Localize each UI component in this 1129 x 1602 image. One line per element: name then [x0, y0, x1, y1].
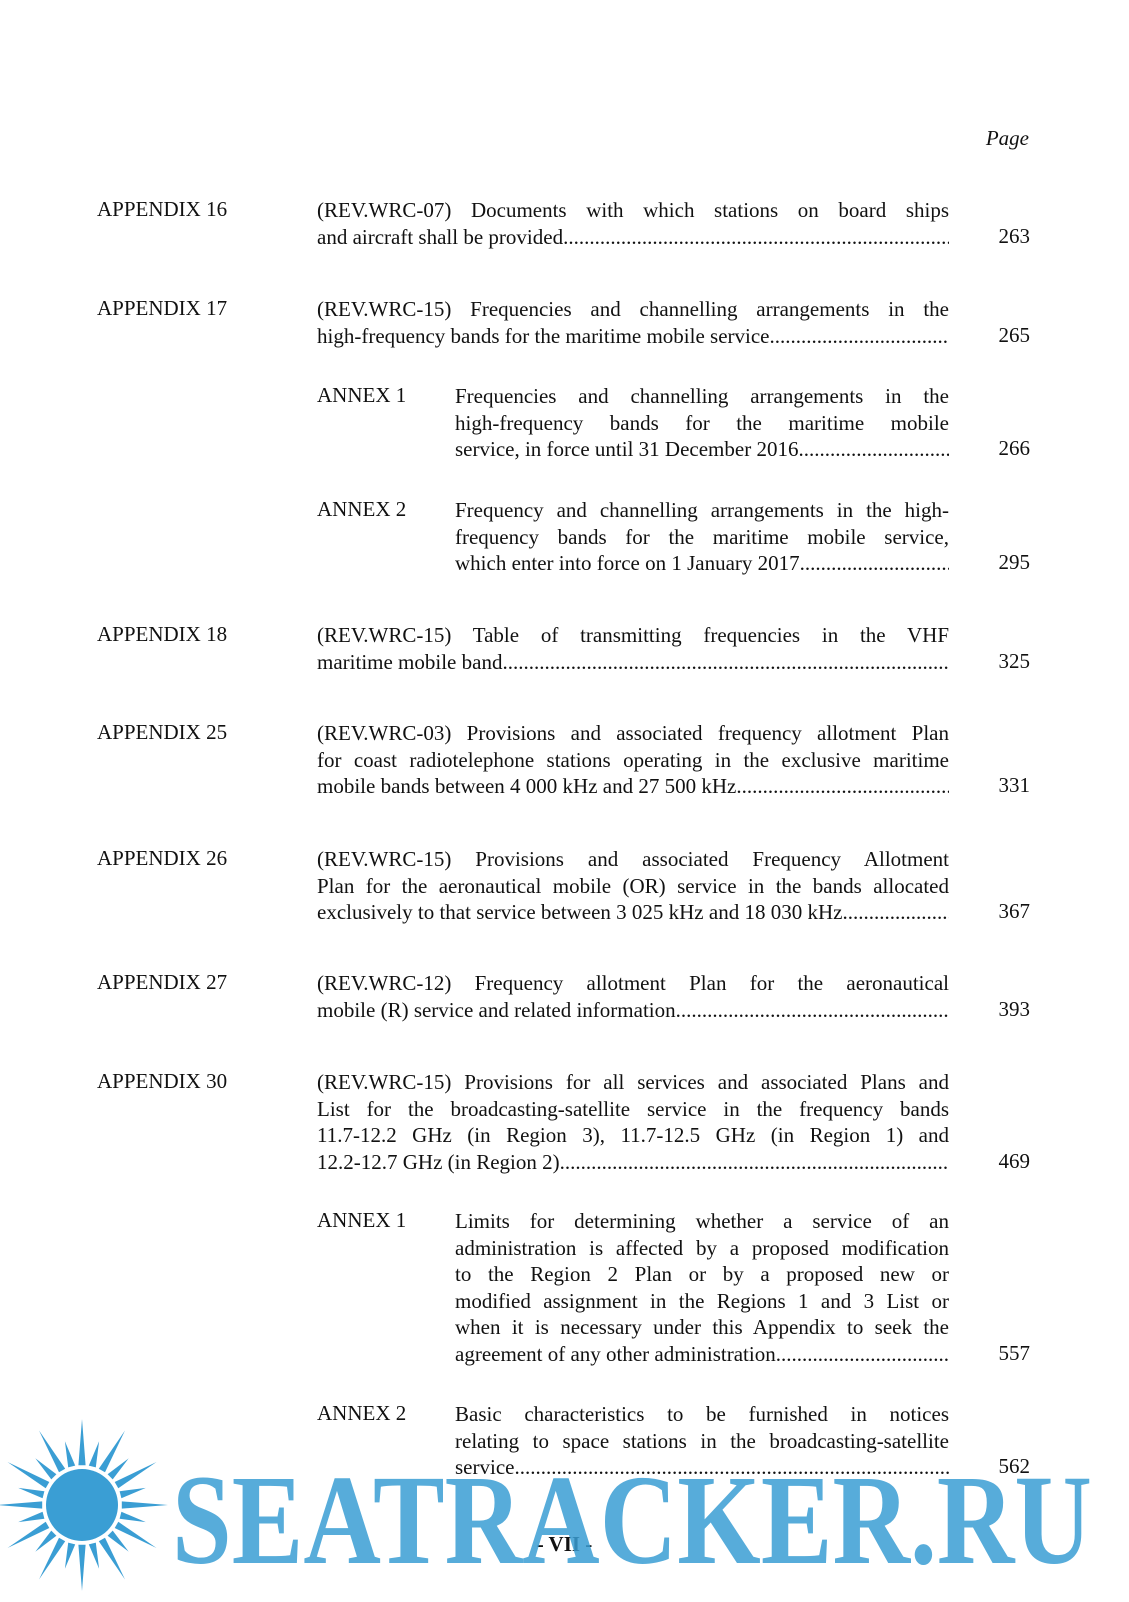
- entry-title-line: [317, 323, 949, 350]
- entry-title-text: service: [455, 1455, 515, 1479]
- entry-title: [317, 622, 949, 675]
- appendix-label: APPENDIX 25: [97, 720, 228, 744]
- sun-ray: [39, 1431, 65, 1473]
- sun-ray: [122, 1501, 168, 1508]
- entry-title-line: administration is affected by a proposed modification: [455, 1235, 949, 1260]
- annex-label: ANNEX 1: [317, 1208, 407, 1232]
- entry-title-line: (REV.WRC-15) Provisions and associated Frequency Allotment: [317, 847, 949, 871]
- leader-dots: [563, 224, 949, 251]
- sun-ray: [35, 1458, 56, 1479]
- page-number: 557: [998, 1340, 1030, 1365]
- entry-title-text: service, in force until 31 December 2016: [455, 437, 799, 461]
- entry-title-text: agreement of any other administration: [455, 1341, 776, 1366]
- entry-title-line: [317, 773, 949, 800]
- entry-title-line: (REV.WRC-15) Provisions for all services and associated Plans and: [317, 1070, 949, 1094]
- entry-title: [317, 197, 949, 250]
- sun-ray: [99, 1431, 125, 1473]
- entry-title-line: for coast radiotelephone stations operating in the exclusive maritime: [317, 747, 949, 772]
- entry-title: [455, 497, 949, 577]
- sun-ray: [8, 1462, 50, 1488]
- page-number: 325: [998, 648, 1030, 673]
- entry-title: [317, 720, 949, 800]
- leader-dots: [560, 1149, 949, 1176]
- annex-label: ANNEX 1: [317, 383, 407, 407]
- sun-ray: [65, 1441, 75, 1467]
- leader-dots: [798, 436, 949, 463]
- entry-title-line: high-frequency bands for the maritime mobile: [455, 410, 949, 435]
- page-number: 295: [998, 550, 1030, 574]
- entry-title: [317, 1069, 949, 1175]
- entry-title-text: high-frequency bands for the maritime mobile service: [317, 323, 770, 348]
- entry-title-line: Basic characteristics to be furnished in notices: [455, 1402, 949, 1426]
- entry-title-line: [455, 1454, 949, 1481]
- sun-ray: [18, 1488, 44, 1498]
- sun-ray: [0, 1501, 42, 1508]
- page-number: 265: [998, 322, 1030, 347]
- entry-title-text: mobile (R) service and related information: [317, 997, 676, 1022]
- leader-dots: [514, 1454, 949, 1481]
- entry-title: [455, 383, 949, 463]
- sun-ray: [18, 1512, 44, 1522]
- entry-title-line: [317, 649, 949, 676]
- entry-title-line: frequency bands for the maritime mobile service,: [455, 524, 949, 549]
- annex-label: ANNEX 2: [317, 1401, 407, 1425]
- entry-title-line: [317, 224, 949, 251]
- page-number: 393: [998, 996, 1030, 1021]
- leader-dots: [676, 997, 949, 1024]
- appendix-label: APPENDIX 17: [97, 296, 228, 320]
- appendix-label: APPENDIX 18: [97, 622, 228, 646]
- entry-title-line: List for the broadcasting-satellite service in the frequency bands: [317, 1096, 949, 1121]
- entry-title-line: [317, 1149, 949, 1176]
- page-number: 469: [998, 1148, 1030, 1173]
- entry-title: [317, 296, 949, 349]
- entry-title-line: [455, 1341, 949, 1368]
- watermark-text: SEATRACKER.RU: [172, 1449, 1092, 1591]
- page-number: 562: [998, 1454, 1030, 1478]
- sun-ray: [120, 1512, 146, 1522]
- page-number: 266: [998, 436, 1030, 460]
- appendix-label: APPENDIX 16: [97, 197, 228, 221]
- appendix-label: APPENDIX 27: [97, 970, 228, 994]
- entry-title-line: modified assignment in the Regions 1 and 3 List or: [455, 1288, 949, 1313]
- entry-title: [317, 970, 949, 1023]
- leader-dots: [770, 323, 949, 350]
- entry-title-line: [317, 997, 949, 1024]
- entry-title-line: Frequency and channelling arrangements in the high-: [455, 498, 949, 522]
- page-number: 263: [998, 223, 1030, 248]
- sun-ray: [115, 1462, 157, 1488]
- entry-title-line: [317, 899, 949, 926]
- annex-label: ANNEX 2: [317, 497, 407, 521]
- appendix-label: APPENDIX 26: [97, 846, 228, 870]
- entry-title-line: Limits for determining whether a service of an: [455, 1209, 949, 1233]
- leader-dots: [842, 899, 949, 926]
- sun-ray: [78, 1419, 85, 1465]
- entry-title-line: (REV.WRC-07) Documents with which stations on board ships: [317, 198, 949, 222]
- page-number: 331: [998, 773, 1030, 797]
- leader-dots: [736, 773, 949, 800]
- entry-title-text: 12.2-12.7 GHz (in Region 2): [317, 1149, 560, 1174]
- sun-ray: [120, 1488, 146, 1498]
- leader-dots: [502, 649, 949, 676]
- entry-title-line: (REV.WRC-15) Table of transmitting frequencies in the VHF: [317, 623, 949, 647]
- sun-ray: [108, 1458, 129, 1479]
- entry-title-line: (REV.WRC-12) Frequency allotment Plan for the aeronautical: [317, 971, 949, 995]
- sun-ray: [89, 1441, 99, 1467]
- entry-title-text: mobile bands between 4 000 kHz and 27 500 kHz: [317, 774, 737, 798]
- entry-title-text: which enter into force on 1 January 2017: [455, 551, 800, 575]
- entry-title-line: [455, 436, 949, 463]
- entry-title-text: and aircraft shall be provided: [317, 224, 564, 249]
- entry-title-text: exclusively to that service between 3 025 kHz and 18 030 kHz: [317, 900, 843, 924]
- entry-title-line: Plan for the aeronautical mobile (OR) service in the bands allocated: [317, 873, 949, 898]
- entry-title: [455, 1401, 949, 1481]
- leader-dots: [800, 550, 949, 577]
- page-number-footer: - VII -: [536, 1532, 593, 1556]
- sun-icon: [0, 1419, 168, 1591]
- entry-title-line: (REV.WRC-03) Provisions and associated frequency allotment Plan: [317, 721, 949, 745]
- entry-title-text: maritime mobile band: [317, 649, 503, 674]
- entry-title-line: 11.7-12.2 GHz (in Region 3), 11.7-12.5 GHz (in Region 1) and: [317, 1123, 949, 1147]
- entry-title-line: (REV.WRC-15) Frequencies and channelling arrangements in the: [317, 297, 949, 321]
- page-number: 367: [998, 899, 1030, 923]
- entry-title-line: when it is necessary under this Appendix to seek the: [455, 1315, 949, 1339]
- appendix-label: APPENDIX 30: [97, 1069, 228, 1093]
- leader-dots: [776, 1341, 949, 1368]
- entry-title-line: [455, 550, 949, 577]
- entry-title: [317, 846, 949, 926]
- entry-title: [455, 1208, 949, 1367]
- page-column-label: Page: [985, 126, 1029, 150]
- entry-title-line: relating to space stations in the broadcasting-satellite: [455, 1428, 949, 1453]
- entry-title-line: to the Region 2 Plan or by a proposed new or: [455, 1262, 949, 1286]
- entry-title-line: Frequencies and channelling arrangements in the: [455, 384, 949, 408]
